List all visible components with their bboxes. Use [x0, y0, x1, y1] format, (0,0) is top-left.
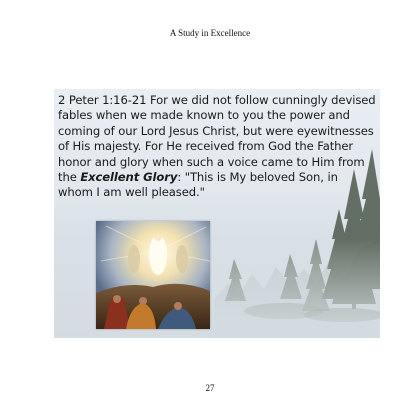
verse-text-end: : "This is My beloved Son, in whom I am well pleased." [58, 170, 338, 200]
scripture-passage [58, 93, 376, 201]
running-header: A Study in Excellence [169, 28, 251, 38]
transfiguration-painting [96, 221, 210, 329]
page-number: 27 [205, 383, 215, 393]
verse-emphasis: Excellent Glory [80, 170, 178, 185]
verse-text-start: 2 Peter 1:16-21 For we did not follow cunningly devised fables when we made known to you the power and coming of our Lord Jesus Christ, but were eyewitnesses of His majesty. For He received from God the Father honor and glory when such a voice came to Him from the [58, 93, 376, 185]
scripture-slide [54, 89, 380, 338]
